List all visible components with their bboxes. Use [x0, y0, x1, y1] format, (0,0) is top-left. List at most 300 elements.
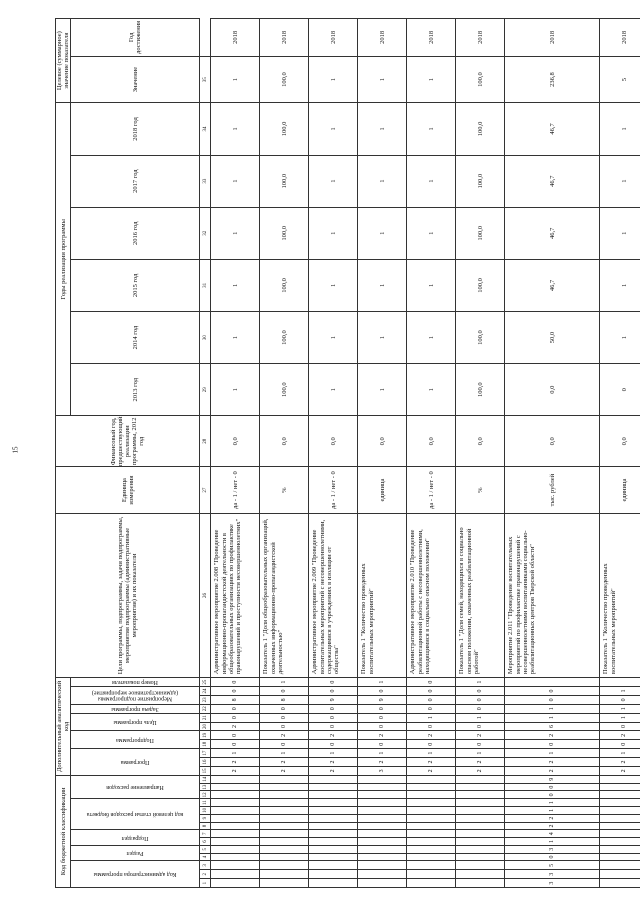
- unit-cell: единица: [358, 467, 407, 514]
- rotated-table-container: [55, 18, 630, 888]
- fin-year-value-cell: 0,0: [407, 416, 456, 467]
- code-digit-cell: [407, 853, 456, 861]
- code-digit-cell: 2: [358, 731, 407, 740]
- code-digit-cell: [505, 678, 600, 687]
- year-value-cell: 1: [309, 103, 358, 155]
- code-digit-cell: [260, 807, 309, 815]
- target-value-cell: 236,8: [505, 56, 600, 103]
- code-digit-cell: 3: [358, 766, 407, 775]
- target-value-cell: 1: [407, 56, 456, 103]
- year-value-cell: 1: [211, 155, 260, 207]
- target-value-cell: 1: [211, 56, 260, 103]
- code-digit-cell: 1: [505, 807, 600, 815]
- code-digit-cell: 2: [505, 758, 600, 767]
- code-digit-cell: 0: [309, 678, 358, 687]
- code-digit-cell: 2: [260, 766, 309, 775]
- year-value-cell: 1: [309, 259, 358, 311]
- code-digit-cell: 1: [505, 799, 600, 807]
- expense-direction-header: Направление расходов: [71, 775, 200, 798]
- year-2014-header: 2014 год: [71, 311, 200, 363]
- code-digit-cell: 0: [211, 731, 260, 740]
- fin-year-value-cell: 0,0: [358, 416, 407, 467]
- column-number: 27: [200, 467, 211, 514]
- code-digit-cell: [260, 830, 309, 838]
- code-digit-cell: [309, 838, 358, 846]
- year-value-cell: 100,0: [260, 364, 309, 416]
- code-digit-cell: 2: [505, 766, 600, 775]
- year-value-cell: 1: [407, 103, 456, 155]
- code-digit-cell: 1: [505, 704, 600, 713]
- year-value-cell: 1: [211, 259, 260, 311]
- code-digit-cell: [456, 791, 505, 799]
- code-digit-cell: 0: [600, 740, 640, 749]
- code-digit-cell: [358, 791, 407, 799]
- code-digit-cell: [600, 783, 640, 791]
- code-digit-cell: 0: [407, 704, 456, 713]
- code-digit-cell: [600, 799, 640, 807]
- final-value-header: Целевое (суммарное) значение показателя: [56, 19, 71, 103]
- code-digit-cell: 6: [505, 722, 600, 731]
- column-number: 26: [200, 513, 211, 677]
- year-value-cell: 100,0: [456, 259, 505, 311]
- column-number: 15: [200, 766, 211, 775]
- code-digit-cell: 0: [407, 678, 456, 687]
- code-digit-cell: 2: [211, 758, 260, 767]
- code-digit-cell: [358, 775, 407, 783]
- year-value-cell: 1: [600, 311, 640, 363]
- column-number: 29: [200, 364, 211, 416]
- section-header: Раздел: [71, 845, 200, 861]
- column-number: 8: [200, 822, 211, 830]
- year-value-cell: 46,7: [505, 259, 600, 311]
- code-digit-cell: 3: [505, 845, 600, 853]
- code-digit-cell: 1: [600, 713, 640, 722]
- code-digit-cell: 9: [358, 695, 407, 704]
- year-value-cell: 100,0: [260, 155, 309, 207]
- code-digit-cell: 2: [505, 822, 600, 830]
- code-digit-cell: 2: [309, 766, 358, 775]
- code-digit-cell: [456, 775, 505, 783]
- code-digit-cell: 0: [260, 704, 309, 713]
- year-2016-header: 2016 год: [71, 207, 200, 259]
- column-number: 11: [200, 799, 211, 807]
- column-number: 32: [200, 207, 211, 259]
- code-digit-cell: [358, 807, 407, 815]
- code-digit-cell: [600, 870, 640, 879]
- item-description-cell: Показатель 1 "Доля общеобразовательных организаций, охваченных информационно-пропагандистской деятельностью": [260, 513, 309, 677]
- code-digit-cell: 0: [260, 713, 309, 722]
- year-value-cell: 1: [358, 103, 407, 155]
- names-header: Цели программы, подпрограммы, задачи подпрограммы, мероприятия подпрограммы (административные мероприятия) и их показатели: [56, 513, 200, 677]
- code-digit-cell: [211, 845, 260, 853]
- code-digit-cell: 2: [456, 758, 505, 767]
- fin-year-value-cell: 0,0: [260, 416, 309, 467]
- code-digit-cell: [309, 853, 358, 861]
- code-digit-cell: 0: [505, 791, 600, 799]
- code-digit-cell: [260, 879, 309, 888]
- year-value-cell: 1: [309, 155, 358, 207]
- code-digit-cell: 0: [211, 740, 260, 749]
- code-digit-cell: 0: [505, 740, 600, 749]
- code-digit-cell: 1: [309, 749, 358, 758]
- column-number: 2: [200, 870, 211, 879]
- code-digit-cell: [358, 853, 407, 861]
- analytic-code-header: Дополнительный аналитический код: [56, 678, 71, 776]
- code-digit-cell: 0: [456, 704, 505, 713]
- code-digit-cell: [456, 807, 505, 815]
- item-description-cell: Административное мероприятие 2.010 "Проведение реабилитационной работы с несовершеннолетними, находящимися в социально опасном положении": [407, 513, 456, 677]
- target-value-cell: 5: [600, 56, 640, 103]
- code-digit-cell: 8: [260, 695, 309, 704]
- table-row: [505, 19, 600, 888]
- year-value-cell: 1: [600, 103, 640, 155]
- code-digit-cell: 1: [505, 838, 600, 846]
- year-value-cell: 100,0: [260, 259, 309, 311]
- code-digit-cell: 2: [260, 758, 309, 767]
- code-digit-cell: [407, 783, 456, 791]
- code-digit-cell: 0: [407, 722, 456, 731]
- item-description-cell: Административное мероприятие 2.009 "Проведение воспитательных мероприятий с несовершеннолетними, содержащимися в учреждениях в изоляции от общества": [309, 513, 358, 677]
- code-digit-cell: 1: [358, 678, 407, 687]
- year-value-cell: 1: [358, 259, 407, 311]
- code-digit-cell: [211, 830, 260, 838]
- code-digit-cell: 2: [211, 722, 260, 731]
- code-digit-cell: [407, 775, 456, 783]
- code-digit-cell: 0: [211, 713, 260, 722]
- column-number: 4: [200, 853, 211, 861]
- code-digit-cell: [260, 861, 309, 870]
- column-number: 25: [200, 678, 211, 687]
- year-value-cell: 1: [358, 155, 407, 207]
- code-digit-cell: [358, 783, 407, 791]
- code-digit-cell: [600, 879, 640, 888]
- code-digit-cell: 2: [407, 731, 456, 740]
- year-value-cell: 0,0: [505, 364, 600, 416]
- code-digit-cell: [211, 879, 260, 888]
- code-digit-cell: [407, 879, 456, 888]
- code-digit-cell: 1: [505, 713, 600, 722]
- code-digit-cell: [456, 799, 505, 807]
- code-digit-cell: 2: [600, 766, 640, 775]
- value-header: Значение: [71, 56, 200, 103]
- year-value-cell: 1: [407, 207, 456, 259]
- code-digit-cell: [211, 838, 260, 846]
- table-row: [309, 19, 358, 888]
- column-number: 6: [200, 838, 211, 846]
- code-digit-cell: 2: [358, 758, 407, 767]
- code-digit-cell: [456, 861, 505, 870]
- column-number: 24: [200, 687, 211, 696]
- code-digit-cell: [309, 807, 358, 815]
- code-digit-cell: [309, 830, 358, 838]
- code-digit-cell: 0: [309, 740, 358, 749]
- code-digit-cell: 2: [600, 731, 640, 740]
- year-value-cell: 1: [407, 364, 456, 416]
- code-digit-cell: [358, 879, 407, 888]
- code-digit-cell: 0: [260, 687, 309, 696]
- code-digit-cell: 2: [309, 731, 358, 740]
- year-value-cell: 1: [358, 364, 407, 416]
- unit-cell: единица: [600, 467, 640, 514]
- year-2018-header: 2018 год: [71, 103, 200, 155]
- column-number: 16: [200, 758, 211, 767]
- year-value-cell: 1: [358, 207, 407, 259]
- fin-year-value-cell: 0,0: [600, 416, 640, 467]
- code-digit-cell: [407, 870, 456, 879]
- code-digit-cell: 2: [407, 758, 456, 767]
- year-value-cell: 1: [407, 311, 456, 363]
- code-digit-cell: [309, 799, 358, 807]
- code-digit-cell: [260, 775, 309, 783]
- target-value-cell: 100,0: [260, 56, 309, 103]
- code-digit-cell: [260, 783, 309, 791]
- code-digit-cell: 4: [505, 830, 600, 838]
- code-digit-cell: [211, 791, 260, 799]
- code-digit-cell: 1: [456, 678, 505, 687]
- code-digit-cell: [211, 870, 260, 879]
- table-body: [211, 19, 640, 888]
- code-digit-cell: 2: [505, 731, 600, 740]
- year-value-cell: 1: [211, 207, 260, 259]
- code-digit-cell: [600, 853, 640, 861]
- code-digit-cell: 0: [211, 678, 260, 687]
- code-digit-cell: [260, 822, 309, 830]
- code-digit-cell: 0: [456, 687, 505, 696]
- code-digit-cell: [211, 783, 260, 791]
- code-digit-cell: 1: [456, 749, 505, 758]
- year-value-cell: 100,0: [260, 207, 309, 259]
- target-code-header: код целевой статьи расходов бюджета: [71, 799, 200, 830]
- column-number: 14: [200, 775, 211, 783]
- code-digit-cell: 0: [309, 713, 358, 722]
- year-value-cell: 100,0: [456, 207, 505, 259]
- code-digit-cell: 0: [456, 740, 505, 749]
- code-digit-cell: [358, 861, 407, 870]
- code-digit-cell: [309, 870, 358, 879]
- year-done-cell: 2018: [309, 19, 358, 57]
- code-digit-cell: [456, 838, 505, 846]
- code-digit-cell: [456, 830, 505, 838]
- year-value-cell: 100,0: [260, 103, 309, 155]
- item-description-cell: Показатель 1 "Количество проведенных воспитательных мероприятий": [600, 513, 640, 677]
- table-row: [211, 19, 260, 888]
- code-digit-cell: [407, 861, 456, 870]
- code-digit-cell: 2: [407, 766, 456, 775]
- year-value-cell: 46,7: [505, 207, 600, 259]
- code-digit-cell: 0: [358, 704, 407, 713]
- program-header: Программа: [71, 749, 200, 776]
- year-done-header: Год достижения: [71, 19, 200, 57]
- code-digit-cell: [456, 845, 505, 853]
- code-digit-cell: 0: [358, 740, 407, 749]
- year-value-cell: 1: [211, 103, 260, 155]
- code-digit-cell: 0: [309, 704, 358, 713]
- unit-cell: тыс. рублей: [505, 467, 600, 514]
- code-digit-cell: [600, 791, 640, 799]
- table-row: [407, 19, 456, 888]
- column-number: 22: [200, 704, 211, 713]
- code-digit-cell: [407, 845, 456, 853]
- code-digit-cell: 0: [505, 695, 600, 704]
- column-number: 1: [200, 879, 211, 888]
- table-row: [456, 19, 505, 888]
- column-number: 7: [200, 830, 211, 838]
- code-digit-cell: [309, 845, 358, 853]
- column-number: 12: [200, 791, 211, 799]
- code-digit-cell: 2: [260, 731, 309, 740]
- year-value-cell: 1: [407, 259, 456, 311]
- column-number: 33: [200, 155, 211, 207]
- measure-header: Мероприятие подпрограммы (административное мероприятие): [71, 687, 200, 705]
- code-digit-cell: 3: [505, 879, 600, 888]
- code-digit-cell: 2: [211, 766, 260, 775]
- code-digit-cell: [600, 830, 640, 838]
- code-digit-cell: 0: [505, 853, 600, 861]
- target-value-cell: 1: [309, 56, 358, 103]
- code-digit-cell: 0: [260, 722, 309, 731]
- year-value-cell: 1: [358, 311, 407, 363]
- table-row: [600, 19, 640, 888]
- budget-classification-header: Код бюджетной классификации: [56, 775, 71, 887]
- code-digit-cell: 0: [260, 740, 309, 749]
- code-digit-cell: [600, 861, 640, 870]
- code-digit-cell: 0: [211, 704, 260, 713]
- code-digit-cell: [211, 775, 260, 783]
- code-digit-cell: [211, 799, 260, 807]
- year-value-cell: 1: [600, 155, 640, 207]
- column-number: 18: [200, 740, 211, 749]
- unit-cell: %: [260, 467, 309, 514]
- fin-year-value-cell: 0,0: [211, 416, 260, 467]
- code-digit-cell: [407, 791, 456, 799]
- year-done-cell: 2018: [358, 19, 407, 57]
- code-digit-cell: 0: [358, 687, 407, 696]
- code-digit-cell: 0: [456, 695, 505, 704]
- unit-cell: %: [456, 467, 505, 514]
- year-2015-header: 2015 год: [71, 259, 200, 311]
- code-digit-cell: 0: [358, 722, 407, 731]
- code-digit-cell: [600, 845, 640, 853]
- code-digit-cell: 2: [505, 814, 600, 822]
- code-digit-cell: 0: [456, 722, 505, 731]
- code-digit-cell: [358, 845, 407, 853]
- code-digit-cell: [600, 822, 640, 830]
- unit-header: Единица измерения: [56, 467, 200, 514]
- fin-year-header: Финансовый год, предшествующий реализации программы, 2012 год: [56, 416, 200, 467]
- ministry-code-header: Код администратора программы: [71, 861, 200, 888]
- column-number: 9: [200, 814, 211, 822]
- code-digit-cell: [456, 822, 505, 830]
- code-digit-cell: 2: [600, 758, 640, 767]
- code-digit-cell: [407, 807, 456, 815]
- code-digit-cell: [260, 791, 309, 799]
- code-digit-cell: [211, 822, 260, 830]
- item-description-cell: Показатель 1 "Доля семей, находящихся в социально опасном положении, охваченных реабилитационной работой": [456, 513, 505, 677]
- year-value-cell: 100,0: [456, 103, 505, 155]
- code-digit-cell: [358, 870, 407, 879]
- year-value-cell: 1: [600, 207, 640, 259]
- code-digit-cell: 1: [600, 704, 640, 713]
- code-digit-cell: 0: [309, 687, 358, 696]
- code-digit-cell: [260, 814, 309, 822]
- code-digit-cell: [600, 678, 640, 687]
- code-digit-cell: 0: [407, 740, 456, 749]
- program-indicators-table: [55, 18, 640, 888]
- target-value-cell: 100,0: [456, 56, 505, 103]
- code-digit-cell: [211, 861, 260, 870]
- code-digit-cell: [456, 814, 505, 822]
- code-digit-cell: [309, 822, 358, 830]
- subsection-header: Подраздел: [71, 830, 200, 846]
- column-number-row: [200, 19, 211, 888]
- year-value-cell: 1: [211, 364, 260, 416]
- code-digit-cell: 0: [600, 695, 640, 704]
- code-digit-cell: 1: [456, 713, 505, 722]
- code-digit-cell: [407, 799, 456, 807]
- target-value-cell: 1: [358, 56, 407, 103]
- column-number: 30: [200, 311, 211, 363]
- code-digit-cell: [358, 814, 407, 822]
- code-digit-cell: 1: [260, 749, 309, 758]
- code-digit-cell: [407, 830, 456, 838]
- code-digit-cell: 0: [211, 687, 260, 696]
- year-value-cell: 1: [309, 311, 358, 363]
- code-digit-cell: 1: [505, 749, 600, 758]
- year-value-cell: 0: [600, 364, 640, 416]
- code-digit-cell: [358, 838, 407, 846]
- column-number: 13: [200, 783, 211, 791]
- unit-cell: да - 1 / нет - 0: [407, 467, 456, 514]
- code-digit-cell: [260, 870, 309, 879]
- table-row: [358, 19, 407, 888]
- column-number: 23: [200, 695, 211, 704]
- code-digit-cell: [309, 879, 358, 888]
- code-digit-cell: 0: [505, 783, 600, 791]
- column-number: 5: [200, 845, 211, 853]
- year-value-cell: 100,0: [456, 311, 505, 363]
- year-value-cell: 46,7: [505, 103, 600, 155]
- column-number: 34: [200, 103, 211, 155]
- code-digit-cell: 1: [358, 749, 407, 758]
- unit-cell: да - 1 / нет - 0: [211, 467, 260, 514]
- code-digit-cell: [600, 838, 640, 846]
- year-done-cell: 2018: [505, 19, 600, 57]
- item-description-cell: Административное мероприятие 2.008 "Проведение информационно-пропагандистской деятельности в общеобразовательных организациях по профилактике правонарушений и преступности несовершеннолетних": [211, 513, 260, 677]
- program-goal-header: Цель программы: [71, 713, 200, 731]
- column-number: 21: [200, 713, 211, 722]
- code-digit-cell: 0: [407, 695, 456, 704]
- code-digit-cell: 0: [358, 713, 407, 722]
- item-description-cell: Показатель 1 "Количество проведенных воспитательных мероприятий": [358, 513, 407, 677]
- code-digit-cell: 9: [505, 775, 600, 783]
- code-digit-cell: [260, 799, 309, 807]
- code-digit-cell: [456, 879, 505, 888]
- code-digit-cell: 0: [309, 722, 358, 731]
- code-digit-cell: 2: [309, 758, 358, 767]
- year-value-cell: 100,0: [456, 364, 505, 416]
- code-digit-cell: [260, 853, 309, 861]
- code-digit-cell: [600, 807, 640, 815]
- years-header: Годы реализации программы: [56, 103, 71, 416]
- code-digit-cell: 2: [456, 731, 505, 740]
- year-2013-header: 2013 год: [71, 364, 200, 416]
- code-digit-cell: [407, 838, 456, 846]
- column-number: 28: [200, 416, 211, 467]
- code-digit-cell: 0: [505, 687, 600, 696]
- column-number: 35: [200, 56, 211, 103]
- code-digit-cell: 1: [407, 713, 456, 722]
- year-value-cell: 1: [309, 364, 358, 416]
